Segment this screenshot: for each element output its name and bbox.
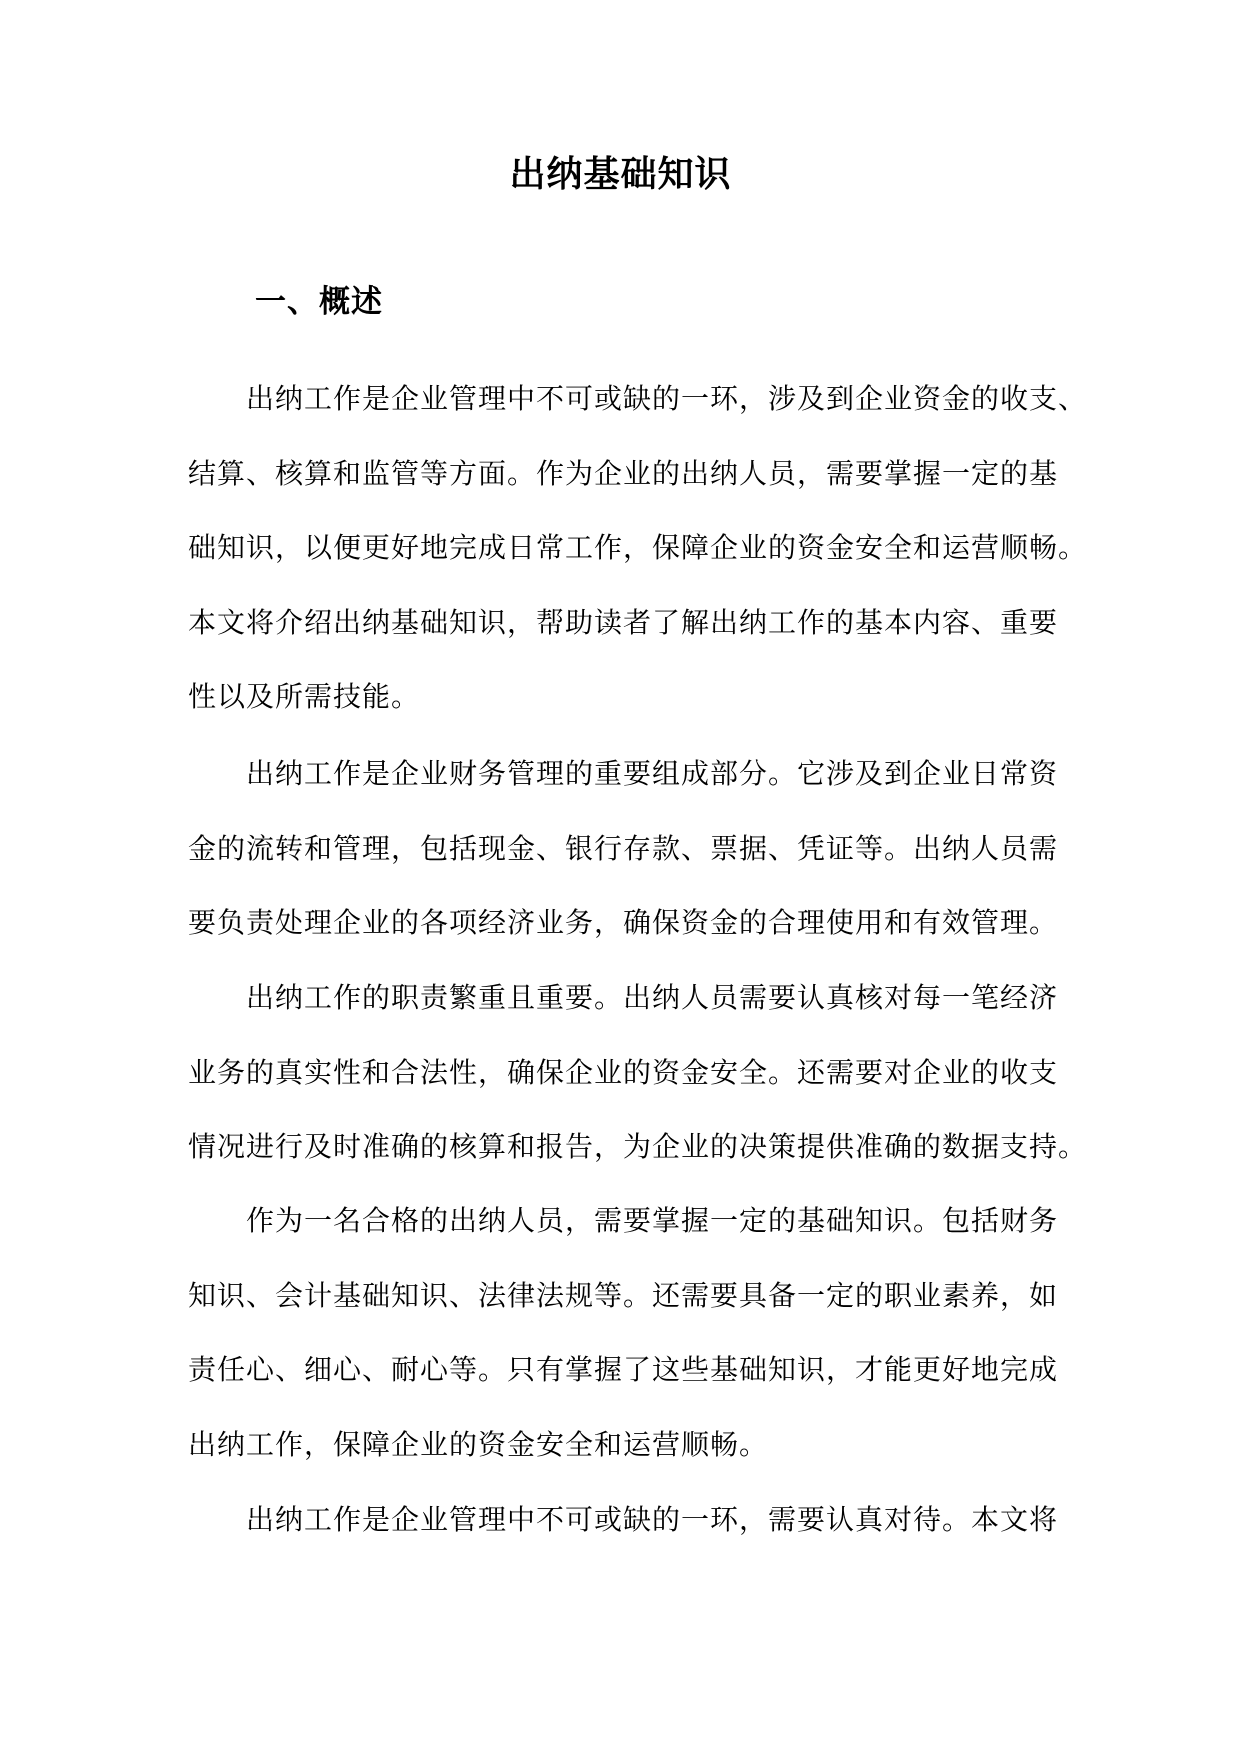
- paragraph-5: [188, 1483, 1059, 1558]
- paragraph-line: 出纳工作是企业财务管理的重要组成部分。它涉及到企业日常资: [246, 757, 1059, 790]
- paragraph-line: 出纳工作的职责繁重且重要。出纳人员需要认真核对每一笔经济: [246, 981, 1059, 1014]
- paragraph-line: 金的流转和管理，包括现金、银行存款、票据、凭证等。出纳人员需: [188, 831, 1059, 865]
- page-title: 出纳基础知识: [509, 153, 732, 195]
- paragraph-line: 出纳工作是企业管理中不可或缺的一环，需要认真对待。本文将: [246, 1503, 1059, 1536]
- paragraph-line: 出纳工作是企业管理中不可或缺的一环，涉及到企业资金的收支、: [246, 382, 1088, 415]
- section-heading: 一、概述: [255, 284, 383, 320]
- paragraph-line: 本文将介绍出纳基础知识，帮助读者了解出纳工作的基本内容、重要: [188, 605, 1059, 639]
- paragraph-line: 要负责处理企业的各项经济业务，确保资金的合理使用和有效管理。: [188, 906, 1059, 939]
- paragraph-line: 作为一名合格的出纳人员，需要掌握一定的基础知识。包括财务: [246, 1204, 1059, 1237]
- paragraph-line: 出纳工作，保障企业的资金安全和运营顺畅。: [188, 1427, 769, 1461]
- paragraph-line: 责任心、细心、耐心等。只有掌握了这些基础知识，才能更好地完成: [188, 1353, 1059, 1386]
- paragraph-line: 础知识，以便更好地完成日常工作，保障企业的资金安全和运营顺畅。: [188, 531, 1088, 564]
- paragraph-2: [188, 737, 1059, 961]
- paragraph-line: 业务的真实性和合法性，确保企业的资金安全。还需要对企业的收支: [188, 1055, 1059, 1089]
- paragraph-line: 性以及所需技能。: [188, 680, 421, 713]
- paragraph-line: 结算、核算和监管等方面。作为企业的出纳人员，需要掌握一定的基: [188, 456, 1059, 490]
- paragraph-line: 情况进行及时准确的核算和报告，为企业的决策提供准确的数据支持。: [188, 1130, 1088, 1163]
- paragraph-3: [188, 961, 1088, 1185]
- paragraph-4: [188, 1184, 1059, 1482]
- paragraph-line: 知识、会计基础知识、法律法规等。还需要具备一定的职业素养，如: [188, 1278, 1059, 1312]
- paragraph-1: [188, 362, 1088, 735]
